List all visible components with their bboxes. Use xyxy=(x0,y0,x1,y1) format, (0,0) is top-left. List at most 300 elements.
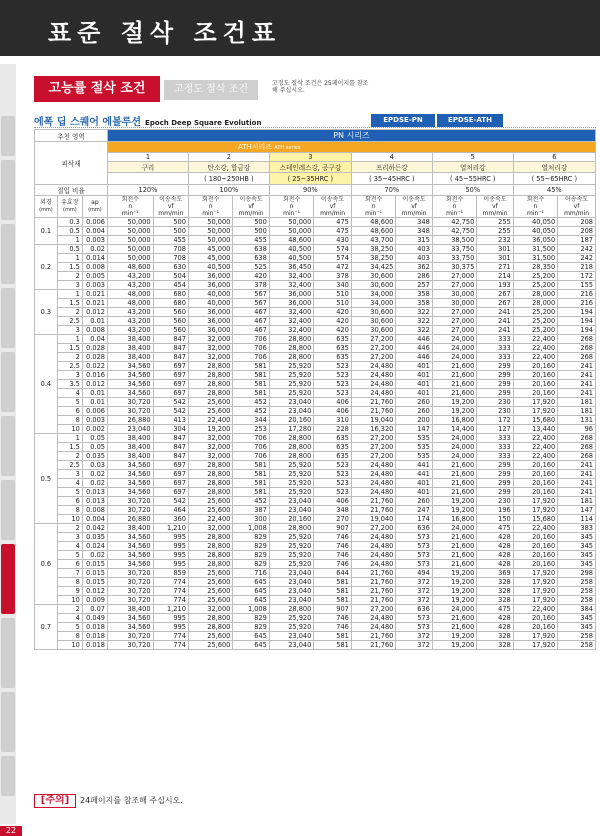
rpm-cell: 25,920 xyxy=(269,371,313,380)
ath-series-text: ATH시리즈 xyxy=(237,143,273,151)
feed-cell: 523 xyxy=(314,371,352,380)
ap-cell: 0.015 xyxy=(82,578,107,587)
rpm-cell: 23,040 xyxy=(107,425,153,434)
feed-cell: 995 xyxy=(153,614,188,623)
feed-cell: 241 xyxy=(558,461,596,470)
rpm-cell: 28,800 xyxy=(269,524,313,533)
feed-cell: 258 xyxy=(558,632,596,641)
page-title: 표준 절삭 조건표 xyxy=(48,19,281,47)
feed-cell: 638 xyxy=(233,254,269,263)
feed-cell: 333 xyxy=(477,344,513,353)
feed-cell: 328 xyxy=(477,587,513,596)
rpm-cell: 32,000 xyxy=(188,335,232,344)
col-feed-text: mm/min xyxy=(320,210,346,217)
title-bar xyxy=(0,0,600,56)
length-cell: 3.5 xyxy=(57,380,82,389)
feed-cell: 299 xyxy=(477,389,513,398)
material-hardness: ( 25~35HRC ) xyxy=(269,173,351,185)
feed-cell: 372 xyxy=(396,578,432,587)
ap-cell: 0.015 xyxy=(82,569,107,578)
feed-cell: 268 xyxy=(558,353,596,362)
diameter-cell: 0.1 xyxy=(35,218,58,245)
rpm-cell: 50,000 xyxy=(188,218,232,227)
feed-cell: 348 xyxy=(314,506,352,515)
feed-cell: 746 xyxy=(314,623,352,632)
feed-cell: 523 xyxy=(314,488,352,497)
ap-cell: 0.008 xyxy=(82,326,107,335)
feed-cell: 181 xyxy=(558,497,596,506)
rpm-cell: 30,720 xyxy=(107,407,153,416)
length-cell: 2.5 xyxy=(57,362,82,371)
feed-cell: 420 xyxy=(233,272,269,281)
rpm-cell: 36,050 xyxy=(513,236,557,245)
rpm-cell: 21,600 xyxy=(432,542,476,551)
feed-cell: 636 xyxy=(396,524,432,533)
table-row xyxy=(35,488,596,497)
col-feed-text: 이송속도 xyxy=(320,196,345,203)
feed-cell: 441 xyxy=(396,470,432,479)
rpm-cell: 17,920 xyxy=(513,506,557,515)
rpm-cell: 23,040 xyxy=(269,398,313,407)
table-row xyxy=(35,272,596,281)
feed-cell: 995 xyxy=(153,551,188,560)
depth-ratio: 120% xyxy=(107,185,188,196)
rpm-cell: 34,560 xyxy=(107,389,153,398)
rpm-cell: 27,000 xyxy=(432,317,476,326)
rpm-cell: 34,560 xyxy=(107,542,153,551)
table-row xyxy=(35,380,596,389)
feed-cell: 360 xyxy=(153,515,188,524)
table-row xyxy=(35,632,596,641)
rpm-cell: 32,000 xyxy=(188,524,232,533)
feed-cell: 428 xyxy=(477,614,513,623)
tab-high-precision[interactable]: 고정도 절삭 조건 xyxy=(164,80,258,100)
side-tab-active[interactable] xyxy=(1,544,15,614)
col-length-text: 유효장 xyxy=(61,199,79,206)
product-name-en: Epoch Deep Square Evolution xyxy=(145,119,262,127)
feed-cell: 523 xyxy=(314,461,352,470)
material-number: 6 xyxy=(513,153,595,162)
rpm-cell: 36,000 xyxy=(188,272,232,281)
rpm-cell: 32,000 xyxy=(188,443,232,452)
feed-cell: 194 xyxy=(558,326,596,335)
feed-cell: 847 xyxy=(153,353,188,362)
rpm-cell: 27,200 xyxy=(351,344,395,353)
col-rpm-text: min⁻¹ xyxy=(527,210,544,217)
rpm-cell: 23,040 xyxy=(269,497,313,506)
rpm-cell: 30,720 xyxy=(107,569,153,578)
feed-cell: 535 xyxy=(396,452,432,461)
feed-cell: 260 xyxy=(396,407,432,416)
table-row xyxy=(35,263,596,272)
ap-cell: 0.049 xyxy=(82,614,107,623)
length-cell: 3 xyxy=(57,281,82,290)
rpm-cell: 38,400 xyxy=(107,605,153,614)
feed-cell: 268 xyxy=(558,452,596,461)
feed-cell: 635 xyxy=(314,335,352,344)
feed-cell: 907 xyxy=(314,605,352,614)
rpm-cell: 20,160 xyxy=(513,488,557,497)
feed-cell: 304 xyxy=(153,425,188,434)
feed-cell: 697 xyxy=(153,461,188,470)
rpm-cell: 40,000 xyxy=(188,299,232,308)
feed-cell: 581 xyxy=(314,578,352,587)
rpm-cell: 19,040 xyxy=(351,515,395,524)
rpm-cell: 50,000 xyxy=(107,218,153,227)
feed-cell: 328 xyxy=(477,578,513,587)
rpm-cell: 21,760 xyxy=(351,632,395,641)
rpm-cell: 28,800 xyxy=(269,443,313,452)
feed-cell: 581 xyxy=(233,479,269,488)
rpm-cell: 30,375 xyxy=(432,263,476,272)
length-cell: 5 xyxy=(57,551,82,560)
feed-cell: 216 xyxy=(558,299,596,308)
feed-cell: 181 xyxy=(558,407,596,416)
recommend-label: 추천 영역 xyxy=(35,130,108,142)
rpm-cell: 38,400 xyxy=(107,524,153,533)
feed-cell: 345 xyxy=(558,533,596,542)
feed-cell: 322 xyxy=(396,326,432,335)
feed-cell: 401 xyxy=(396,479,432,488)
feed-cell: 581 xyxy=(314,632,352,641)
rpm-cell: 33,750 xyxy=(432,245,476,254)
col-feed-text: mm/min xyxy=(238,210,264,217)
length-cell: 1 xyxy=(57,254,82,263)
rpm-cell: 30,720 xyxy=(107,506,153,515)
ap-cell: 0.02 xyxy=(82,479,107,488)
rpm-cell: 27,000 xyxy=(432,281,476,290)
rpm-cell: 28,800 xyxy=(269,605,313,614)
ap-cell: 0.012 xyxy=(82,587,107,596)
feed-cell: 299 xyxy=(477,488,513,497)
ap-cell: 0.013 xyxy=(82,488,107,497)
col-rpm-text: 회전수 xyxy=(364,196,383,203)
feed-cell: 706 xyxy=(233,344,269,353)
rpm-cell: 38,250 xyxy=(351,254,395,263)
rpm-cell: 21,600 xyxy=(432,533,476,542)
rpm-cell: 21,760 xyxy=(351,506,395,515)
feed-cell: 523 xyxy=(314,362,352,371)
ap-cell: 0.05 xyxy=(82,434,107,443)
col-feed-text: 이송속도 xyxy=(239,196,263,203)
feed-cell: 301 xyxy=(477,245,513,254)
feed-cell: 446 xyxy=(396,335,432,344)
feed-cell: 362 xyxy=(396,263,432,272)
length-cell: 1.5 xyxy=(57,263,82,272)
feed-cell: 268 xyxy=(558,443,596,452)
rpm-cell: 34,560 xyxy=(107,371,153,380)
rpm-cell: 43,200 xyxy=(107,272,153,281)
rpm-cell: 17,920 xyxy=(513,596,557,605)
rpm-cell: 25,920 xyxy=(269,614,313,623)
rpm-cell: 48,600 xyxy=(269,236,313,245)
feed-cell: 567 xyxy=(233,299,269,308)
length-cell: 0.5 xyxy=(57,227,82,236)
feed-cell: 645 xyxy=(233,578,269,587)
rpm-cell: 43,200 xyxy=(107,326,153,335)
material-name: 프리하든강 xyxy=(351,162,432,173)
feed-cell: 333 xyxy=(477,353,513,362)
col-rpm xyxy=(351,196,395,218)
col-rpm-text: 회전수 xyxy=(526,196,545,203)
side-tab[interactable] xyxy=(1,756,15,796)
ap-cell: 0.035 xyxy=(82,533,107,542)
rpm-cell: 19,200 xyxy=(432,641,476,650)
rpm-cell: 24,000 xyxy=(432,344,476,353)
feed-cell: 995 xyxy=(153,560,188,569)
rpm-cell: 30,600 xyxy=(351,272,395,281)
rpm-cell: 19,040 xyxy=(351,416,395,425)
col-feed-text: mm/min xyxy=(482,210,508,217)
col-feed xyxy=(314,196,352,218)
feed-cell: 428 xyxy=(477,623,513,632)
table-row xyxy=(35,479,596,488)
feed-cell: 253 xyxy=(233,425,269,434)
feed-cell: 196 xyxy=(477,506,513,515)
ap-cell: 0.009 xyxy=(82,596,107,605)
feed-cell: 428 xyxy=(477,551,513,560)
col-feed xyxy=(233,196,269,218)
rpm-cell: 25,600 xyxy=(188,641,232,650)
feed-cell: 455 xyxy=(233,236,269,245)
rpm-cell: 40,050 xyxy=(513,227,557,236)
rpm-cell: 16,320 xyxy=(351,425,395,434)
feed-cell: 636 xyxy=(396,605,432,614)
table-row xyxy=(35,353,596,362)
table-row xyxy=(35,533,596,542)
side-tab[interactable] xyxy=(1,352,15,412)
length-cell: 4 xyxy=(57,479,82,488)
feed-cell: 315 xyxy=(396,236,432,245)
material-name: 열처리강 xyxy=(513,162,595,173)
rpm-cell: 24,480 xyxy=(351,488,395,497)
feed-cell: 581 xyxy=(233,470,269,479)
rpm-cell: 34,560 xyxy=(107,623,153,632)
table-row xyxy=(35,398,596,407)
table-row xyxy=(35,515,596,524)
rpm-cell: 21,760 xyxy=(351,596,395,605)
side-tab[interactable] xyxy=(1,480,15,540)
feed-cell: 510 xyxy=(314,299,352,308)
feed-cell: 96 xyxy=(558,425,596,434)
rpm-cell: 23,040 xyxy=(269,641,313,650)
rpm-cell: 20,160 xyxy=(513,542,557,551)
length-cell: 4 xyxy=(57,542,82,551)
side-tab[interactable] xyxy=(1,692,15,752)
side-tab[interactable] xyxy=(1,160,15,220)
rpm-cell: 14,400 xyxy=(432,425,476,434)
ath-series-en: ATH series xyxy=(274,145,301,151)
rpm-cell: 38,400 xyxy=(107,443,153,452)
rpm-cell: 27,200 xyxy=(351,353,395,362)
table-row xyxy=(35,326,596,335)
length-cell: 9 xyxy=(57,587,82,596)
col-rpm xyxy=(188,196,232,218)
feed-cell: 574 xyxy=(314,254,352,263)
rpm-cell: 21,760 xyxy=(351,578,395,587)
ap-cell: 0.013 xyxy=(82,497,107,506)
length-cell: 5 xyxy=(57,488,82,497)
rpm-cell: 24,480 xyxy=(351,533,395,542)
side-tab[interactable] xyxy=(1,224,15,284)
feed-cell: 706 xyxy=(233,335,269,344)
feed-cell: 232 xyxy=(477,236,513,245)
rpm-cell: 20,160 xyxy=(513,551,557,560)
table-row xyxy=(35,362,596,371)
side-tab[interactable] xyxy=(1,116,15,156)
depth-ratio: 70% xyxy=(351,185,432,196)
feed-cell: 301 xyxy=(477,254,513,263)
feed-cell: 401 xyxy=(396,362,432,371)
feed-cell: 258 xyxy=(558,596,596,605)
length-cell: 1.5 xyxy=(57,344,82,353)
rpm-cell: 28,800 xyxy=(188,533,232,542)
depth-ratio: 90% xyxy=(269,185,351,196)
rpm-cell: 25,600 xyxy=(188,569,232,578)
feed-cell: 475 xyxy=(314,227,352,236)
ath-series-label xyxy=(107,142,595,153)
tab-high-efficiency[interactable]: 고능률 절삭 조건 xyxy=(34,76,160,102)
rpm-cell: 24,480 xyxy=(351,371,395,380)
col-feed-text: vf xyxy=(573,203,580,210)
rpm-cell: 30,720 xyxy=(107,596,153,605)
table-row xyxy=(35,290,596,299)
rpm-cell: 21,760 xyxy=(351,569,395,578)
rpm-cell: 25,600 xyxy=(188,578,232,587)
rpm-cell: 40,000 xyxy=(188,290,232,299)
feed-cell: 500 xyxy=(233,227,269,236)
rpm-cell: 50,000 xyxy=(269,227,313,236)
rpm-cell: 23,040 xyxy=(269,506,313,515)
rpm-cell: 28,800 xyxy=(188,371,232,380)
rpm-cell: 27,000 xyxy=(432,326,476,335)
feed-cell: 378 xyxy=(233,281,269,290)
feed-cell: 345 xyxy=(558,560,596,569)
rpm-cell: 25,920 xyxy=(269,461,313,470)
col-diameter-text: 외경 xyxy=(40,199,52,206)
feed-cell: 299 xyxy=(477,380,513,389)
rpm-cell: 30,600 xyxy=(351,326,395,335)
col-rpm-text: n xyxy=(208,203,213,210)
feed-cell: 187 xyxy=(558,236,596,245)
feed-cell: 401 xyxy=(396,488,432,497)
rpm-cell: 25,920 xyxy=(269,479,313,488)
rpm-cell: 17,920 xyxy=(513,578,557,587)
feed-cell: 1,008 xyxy=(233,524,269,533)
rpm-cell: 30,720 xyxy=(107,578,153,587)
feed-cell: 172 xyxy=(477,416,513,425)
rpm-cell: 30,600 xyxy=(351,308,395,317)
rpm-cell: 26,880 xyxy=(107,515,153,524)
rpm-cell: 24,000 xyxy=(432,605,476,614)
feed-cell: 358 xyxy=(396,290,432,299)
ap-cell: 0.015 xyxy=(82,560,107,569)
rpm-cell: 21,600 xyxy=(432,362,476,371)
diameter-cell: 0.3 xyxy=(35,290,58,335)
feed-cell: 430 xyxy=(314,236,352,245)
feed-cell: 131 xyxy=(558,416,596,425)
feed-cell: 542 xyxy=(153,398,188,407)
feed-cell: 194 xyxy=(558,317,596,326)
rpm-cell: 19,200 xyxy=(432,497,476,506)
length-cell: 10 xyxy=(57,425,82,434)
rpm-cell: 17,920 xyxy=(513,407,557,416)
feed-cell: 322 xyxy=(396,317,432,326)
feed-cell: 581 xyxy=(233,362,269,371)
feed-cell: 344 xyxy=(233,416,269,425)
feed-cell: 208 xyxy=(558,227,596,236)
rpm-cell: 36,000 xyxy=(269,299,313,308)
length-cell: 2 xyxy=(57,353,82,362)
rpm-cell: 28,800 xyxy=(188,479,232,488)
col-rpm-text: min⁻¹ xyxy=(202,210,220,217)
rpm-cell: 36,000 xyxy=(188,326,232,335)
rpm-cell: 24,480 xyxy=(351,623,395,632)
feed-cell: 340 xyxy=(314,281,352,290)
feed-cell: 645 xyxy=(233,587,269,596)
rpm-cell: 28,800 xyxy=(188,461,232,470)
rpm-cell: 25,600 xyxy=(188,497,232,506)
rpm-cell: 27,200 xyxy=(351,434,395,443)
side-tab[interactable] xyxy=(1,288,15,348)
rpm-cell: 25,600 xyxy=(188,596,232,605)
feed-cell: 358 xyxy=(396,299,432,308)
rpm-cell: 48,600 xyxy=(107,263,153,272)
side-tab[interactable] xyxy=(1,416,15,476)
rpm-cell: 26,880 xyxy=(107,416,153,425)
feed-cell: 635 xyxy=(314,344,352,353)
rpm-cell: 30,600 xyxy=(351,317,395,326)
rpm-cell: 28,800 xyxy=(188,551,232,560)
rpm-cell: 24,000 xyxy=(432,353,476,362)
caution-text: 24페이지를 참조해 주십시오. xyxy=(80,796,183,805)
rpm-cell: 36,000 xyxy=(188,317,232,326)
side-tab[interactable] xyxy=(1,618,15,688)
ap-cell: 0.024 xyxy=(82,542,107,551)
col-feed-text: mm/min xyxy=(401,210,427,217)
table-row xyxy=(35,542,596,551)
rpm-cell: 24,000 xyxy=(432,434,476,443)
feed-cell: 847 xyxy=(153,344,188,353)
rpm-cell: 24,480 xyxy=(351,551,395,560)
diameter-cell: 0.2 xyxy=(35,245,58,290)
col-feed xyxy=(558,196,596,218)
feed-cell: 500 xyxy=(153,218,188,227)
feed-cell: 847 xyxy=(153,443,188,452)
feed-cell: 348 xyxy=(396,227,432,236)
feed-cell: 523 xyxy=(314,389,352,398)
col-rpm-text: min⁻¹ xyxy=(283,210,300,217)
rpm-cell: 17,920 xyxy=(513,641,557,650)
badge-ath: EPDSE-ATH xyxy=(437,114,503,127)
col-length xyxy=(57,196,82,218)
feed-cell: 907 xyxy=(314,524,352,533)
rpm-cell: 24,480 xyxy=(351,380,395,389)
feed-cell: 774 xyxy=(153,578,188,587)
feed-cell: 242 xyxy=(558,254,596,263)
ap-cell: 0.008 xyxy=(82,263,107,272)
feed-cell: 455 xyxy=(153,236,188,245)
feed-cell: 472 xyxy=(314,263,352,272)
rpm-cell: 21,760 xyxy=(351,407,395,416)
material-hardness: ( 45~55HRC ) xyxy=(432,173,513,185)
rpm-cell: 25,920 xyxy=(269,542,313,551)
length-cell: 2 xyxy=(57,605,82,614)
feed-cell: 271 xyxy=(477,263,513,272)
feed-cell: 829 xyxy=(233,551,269,560)
feed-cell: 523 xyxy=(314,479,352,488)
length-cell: 3 xyxy=(57,470,82,479)
